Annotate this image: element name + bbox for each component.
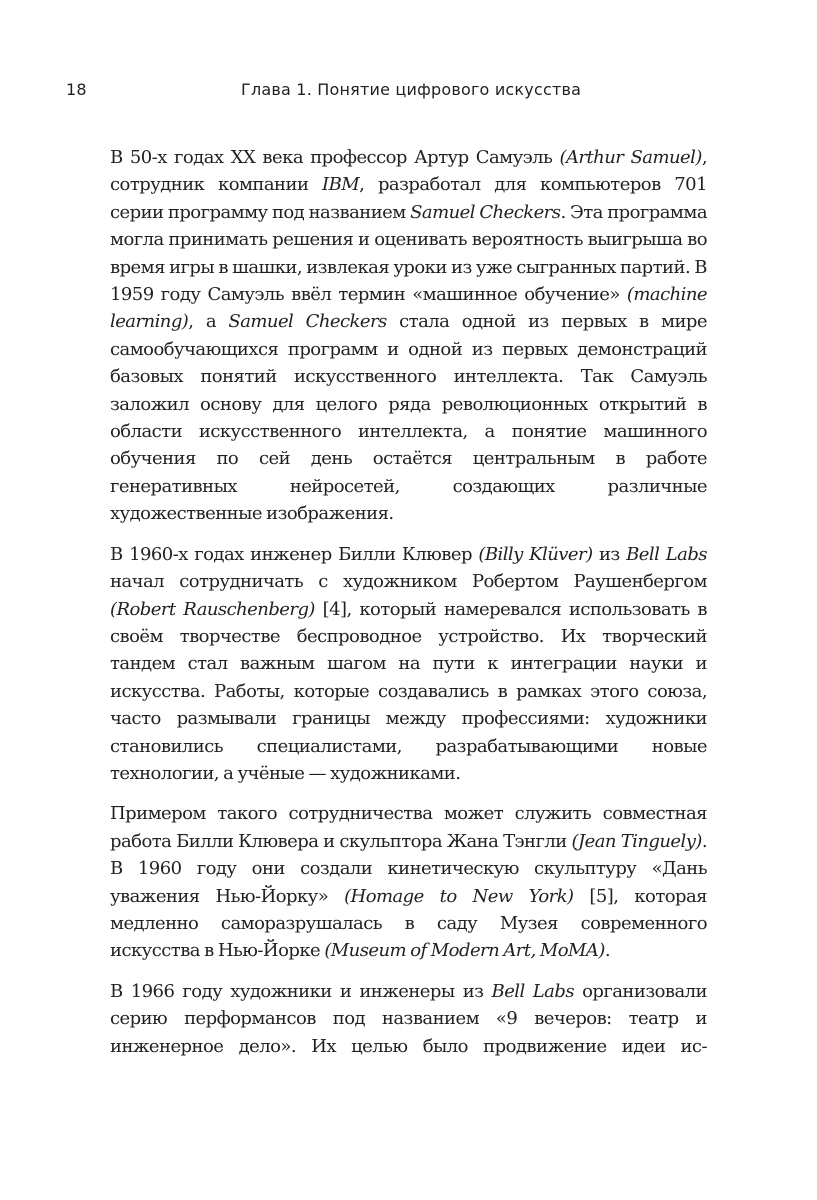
italic-term: Samuel Checkers (228, 311, 387, 333)
text-run: начал сотрудничать с художником Робертом Раушенбергом (110, 571, 707, 593)
body-text (110, 144, 707, 1073)
page-number: 18 (66, 80, 87, 99)
text-run: [4], который намеревался использовать в своём творчестве беспроводное устройство. Их творческий тандем стал важным шагом на пути к интеграции науки и искусства. Работы, которые создавались в рамках этого союза, часто размывали границы между профессиями: художники становились специалистами, разрабатывающими новые технологии, а учёные — художниками. (110, 598, 707, 784)
chapter-title: Глава 1. Понятие цифрового искусства (241, 80, 582, 99)
italic-term: (Arthur Samuel) (559, 147, 702, 168)
text-run: В 1960-х годах инженер Билли Клювер (110, 543, 479, 565)
paragraph-4 (110, 978, 707, 1060)
text-run: . (604, 940, 610, 962)
text-run: стала одной из первых в мире самообучающихся программ и одной из первых демонстраций базовых понятий искусственного интеллекта. Так Самуэль заложил основу для целого ряда революционных открытий в области искусственного интеллекта, а понятие машинного обучения по сей день остаётся центральным в работе генеративных нейросетей, создающих различные художественные изображения. (110, 311, 707, 525)
paragraph-1 (110, 144, 707, 528)
italic-term: Bell Labs (491, 980, 575, 1002)
italic-term: (Museum of Modern Art, MoMA) (324, 940, 605, 962)
italic-term: Bell Labs (626, 543, 707, 565)
italic-term: (Robert Rauschenberg) (110, 598, 315, 620)
italic-term: (Billy Klüver) (478, 543, 593, 565)
paragraph-2 (110, 541, 707, 788)
text-run: . Эта программа могла принимать решения и оценивать вероятность выигрыша во время игры в шашки, извлекая уроки из уже сыгранных партий. В 1959 году Самуэль ввёл термин «машинное обучение» (110, 201, 708, 306)
italic-term: (Jean Tinguely) (571, 830, 702, 852)
text-run: из (592, 543, 627, 565)
italic-term: Samuel Checkers (410, 201, 561, 223)
italic-term: (Homage to New York) (344, 885, 574, 907)
text-run: организовали серию перформансов под названием «9 вечеров: театр и инженерное дело». Их целью было продвижение идеи ис- (110, 980, 707, 1057)
text-run: В 1966 году художники и инженеры из (110, 980, 492, 1002)
text-run: , сотрудник компании (110, 147, 707, 196)
text-run: , разработал для компьютеров 701 серии программу под названием (110, 174, 707, 223)
text-run: . В 1960 году они создали кинетическую скульптуру «Дань уважения Нью-Йорку» (110, 830, 707, 907)
text-run: В 50-х годах XX века профессор Артур Самуэль (110, 147, 560, 168)
italic-term: IBM (322, 174, 360, 196)
running-header (66, 80, 707, 104)
text-run: , а (188, 311, 229, 333)
paragraph-3 (110, 800, 707, 964)
text-run: [5], которая медленно саморазрушалась в саду Музея современного искусства в Нью-Йорке (110, 885, 707, 962)
text-run: Примером такого сотрудничества может служить совместная работа Билли Клювера и скульптора Жана Тэнгли (110, 803, 707, 852)
italic-term: (machine learning) (110, 284, 707, 333)
